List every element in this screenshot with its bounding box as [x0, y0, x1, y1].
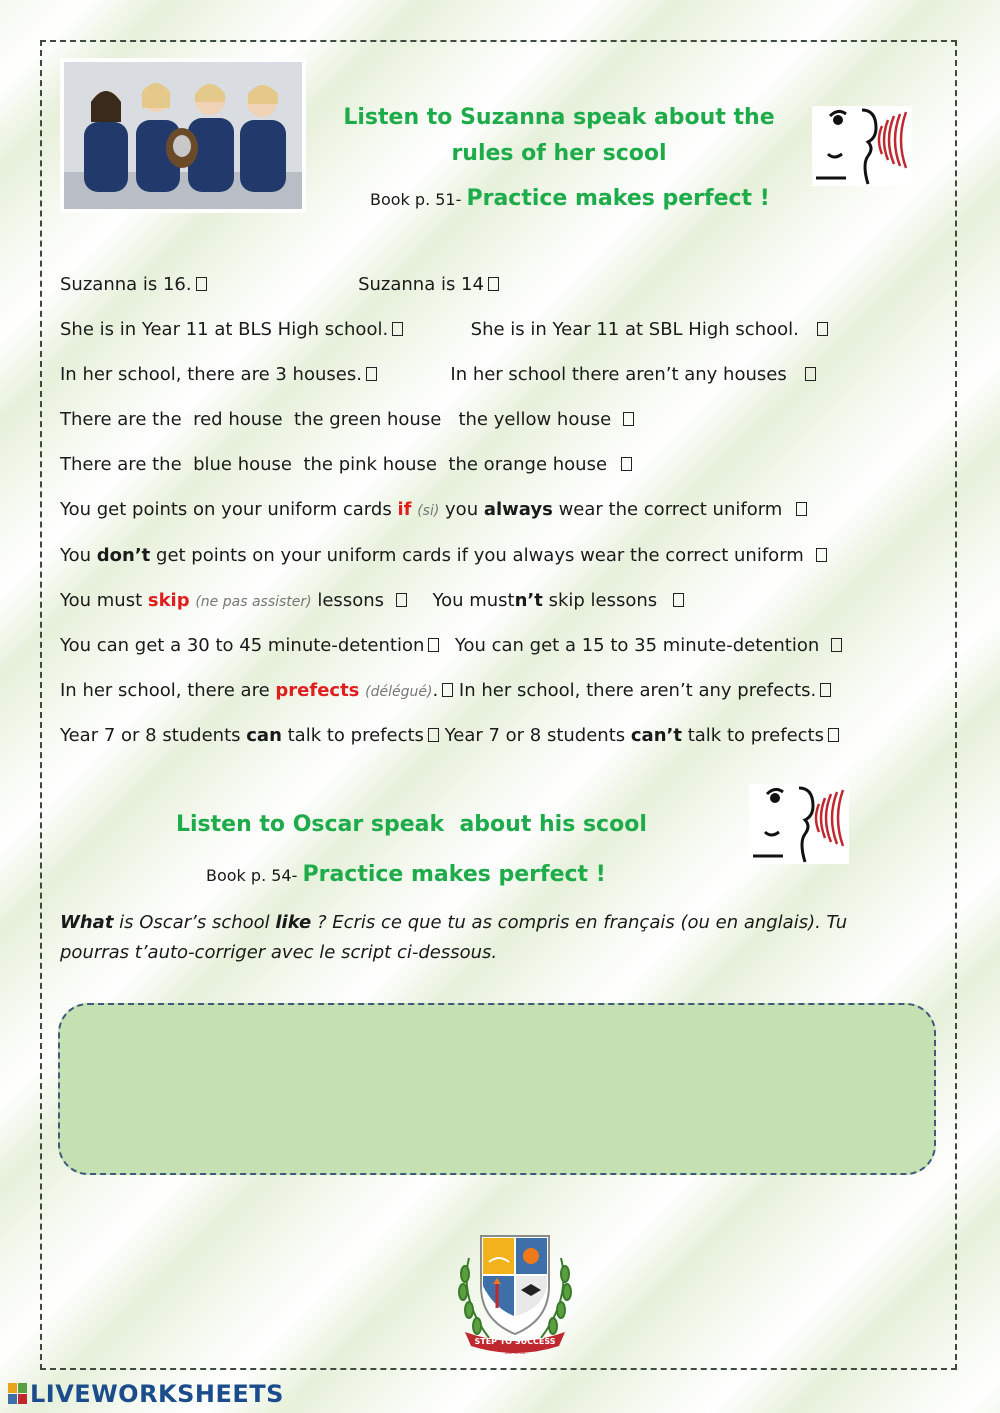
- checkbox-icon[interactable]: [828, 728, 839, 742]
- book-title: Practice makes perfect !: [302, 862, 606, 887]
- statement-text: She is in Year 11 at BLS High school.: [60, 319, 389, 340]
- listen-ear-icon[interactable]: [749, 784, 849, 864]
- statement-text: Suzanna is 14: [358, 274, 484, 295]
- checkbox-icon[interactable]: [392, 322, 403, 336]
- statement-text: get points on your uniform cards if you always wear the correct uniform: [156, 545, 804, 566]
- statement-text: In her school, there aren’t any prefects.: [458, 680, 817, 701]
- statement-text: you: [445, 499, 479, 520]
- keyword-cant: can’t: [630, 725, 682, 746]
- checkbox-icon[interactable]: [428, 638, 439, 652]
- checkbox-icon[interactable]: [816, 548, 827, 562]
- statement-text: Year 7 or 8 students: [444, 725, 626, 746]
- liveworksheets-logo[interactable]: [8, 1380, 284, 1408]
- logo-text: LIVEWORKSHEETS: [30, 1380, 284, 1408]
- checkbox-icon[interactable]: [488, 277, 499, 291]
- statement-text: You: [60, 545, 92, 566]
- statement-text: She is in Year 11 at SBL High school.: [470, 319, 799, 340]
- crest-sub-text: SCHOOL: [504, 1350, 526, 1356]
- liveworksheets-logo-icon: [8, 1383, 28, 1405]
- translation-note: (si): [417, 503, 440, 519]
- instruction-text: [60, 908, 920, 968]
- statement-row-11: [60, 725, 839, 746]
- instruction-part: is Oscar’s school: [113, 912, 276, 933]
- crest-banner-text: STEP TO SUCCESS: [474, 1337, 556, 1346]
- statement-text: In her school there aren’t any houses: [450, 364, 787, 385]
- checkbox-icon[interactable]: [621, 457, 632, 471]
- keyword-always: always: [483, 499, 553, 520]
- section2-title: Listen to Oscar speak about his scool: [176, 812, 647, 837]
- statement-text: lessons: [317, 590, 384, 611]
- keyword-if: if: [397, 499, 412, 520]
- keyword-can: can: [246, 725, 282, 746]
- instruction-part: ? Ecris ce que tu as compris en français (ou en anglais). Tu pourras t’auto-corriger avec le script ci-dessous.: [60, 912, 848, 963]
- checkbox-icon[interactable]: [805, 367, 816, 381]
- statement-text: skip lessons: [548, 590, 658, 611]
- statement-text: Year 7 or 8 students: [60, 725, 241, 746]
- checkbox-icon[interactable]: [796, 502, 807, 516]
- statement-text: There are the red house the green house the yellow house: [60, 409, 612, 430]
- statement-text: You get points on your uniform cards: [60, 499, 392, 520]
- keyword-like: like: [275, 912, 312, 933]
- translation-note: (ne pas assister): [195, 594, 312, 610]
- statement-text: You must: [432, 590, 515, 611]
- section2-book-line: [206, 862, 606, 887]
- statement-text: talk to prefects: [287, 725, 424, 746]
- statement-text: You can get a 15 to 35 minute-detention: [454, 635, 820, 656]
- statement-row-3: [60, 364, 816, 385]
- statement-text: talk to prefects: [687, 725, 824, 746]
- checkbox-icon[interactable]: [428, 728, 439, 742]
- statement-row-10: [60, 680, 831, 701]
- statement-row-4: [60, 409, 634, 430]
- school-crest-icon: [455, 1228, 575, 1356]
- keyword-what: What: [60, 912, 114, 933]
- checkbox-icon[interactable]: [831, 638, 842, 652]
- checkbox-icon[interactable]: [817, 322, 828, 336]
- students-photo: [60, 58, 306, 213]
- keyword-prefects: prefects: [275, 680, 360, 701]
- statement-text: In her school, there are 3 houses.: [60, 364, 362, 385]
- keyword-nt: n’t: [514, 590, 543, 611]
- section1-title: Listen to Suzanna speak about the rules of her scool: [343, 105, 775, 166]
- statement-text: You must: [60, 590, 143, 611]
- keyword-dont: don’t: [96, 545, 151, 566]
- statement-text: There are the blue house the pink house the orange house: [60, 454, 608, 475]
- book-ref: Book p. 51-: [370, 190, 462, 209]
- statement-row-7: [60, 545, 827, 566]
- book-title: Practice makes perfect !: [466, 186, 770, 211]
- translation-note: (délégué): [365, 684, 433, 700]
- checkbox-icon[interactable]: [366, 367, 377, 381]
- statement-text: In her school, there are: [60, 680, 270, 701]
- checkbox-icon[interactable]: [623, 412, 634, 426]
- statement-text: Suzanna is 16.: [60, 274, 192, 295]
- statement-row-9: [60, 635, 842, 656]
- section1-book-line: [370, 186, 770, 211]
- book-ref: Book p. 54-: [206, 866, 298, 885]
- statement-text: wear the correct uniform: [558, 499, 783, 520]
- statement-row-2: [60, 319, 828, 340]
- listen-ear-icon[interactable]: [812, 106, 912, 186]
- checkbox-icon[interactable]: [196, 277, 207, 291]
- statement-text: You can get a 30 to 45 minute-detention: [60, 635, 425, 656]
- statement-row-8: [60, 590, 684, 611]
- statement-text: .: [432, 680, 439, 701]
- checkbox-icon[interactable]: [673, 593, 684, 607]
- statement-row-1: [60, 274, 499, 295]
- answer-textbox[interactable]: [58, 1003, 936, 1175]
- checkbox-icon[interactable]: [396, 593, 407, 607]
- checkbox-icon[interactable]: [820, 683, 831, 697]
- checkbox-icon[interactable]: [442, 683, 453, 697]
- statement-row-5: [60, 454, 632, 475]
- keyword-skip: skip: [147, 590, 190, 611]
- statement-row-6: [60, 499, 807, 520]
